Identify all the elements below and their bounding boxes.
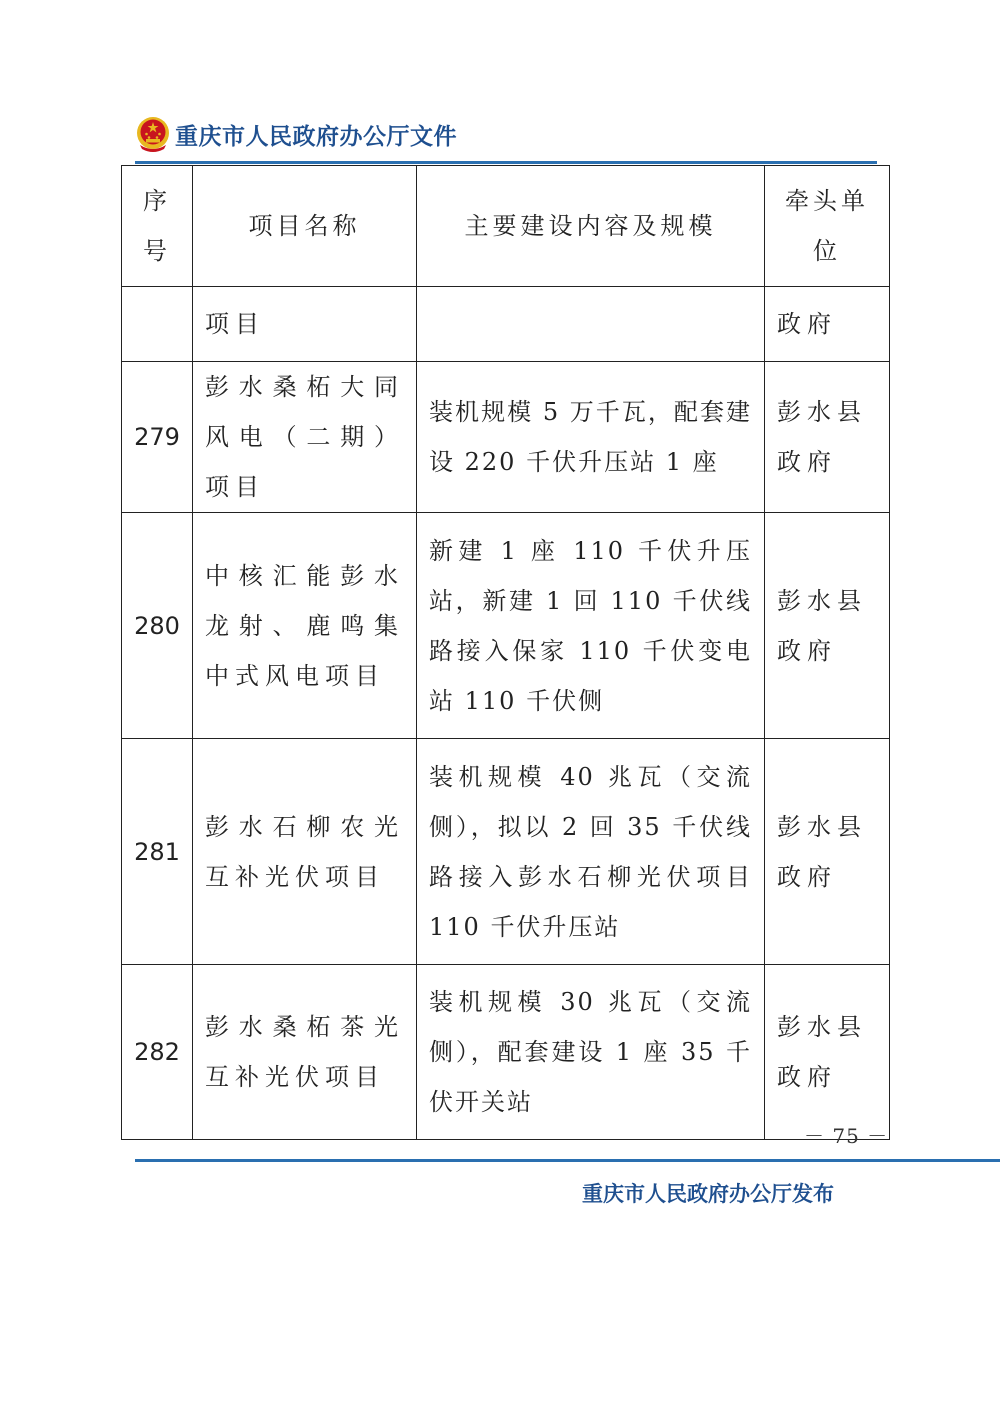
row-name: 项目 (193, 287, 417, 362)
row-name: 中核汇能彭水龙射、鹿鸣集中式风电项目 (193, 513, 417, 739)
table-row (122, 965, 890, 1140)
header-cell-content: 主要建设内容及规模 (417, 166, 765, 287)
header-cell-name: 项目名称 (193, 166, 417, 287)
row-num (122, 287, 193, 362)
row-num: 280 (122, 513, 193, 739)
row-content (417, 287, 765, 362)
header-divider (135, 161, 877, 164)
table-header-row (122, 166, 890, 287)
document-header (135, 112, 457, 156)
row-num: 279 (122, 362, 193, 513)
table-row (122, 287, 890, 362)
row-name: 彭水桑柘茶光互补光伏项目 (193, 965, 417, 1140)
footer-divider (135, 1159, 1000, 1162)
header-cell-unit: 牵头单位 (765, 166, 890, 287)
document-header-title: 重庆市人民政府办公厅文件 (175, 123, 457, 150)
table-row (122, 362, 890, 513)
row-num: 282 (122, 965, 193, 1140)
row-content: 装机规模 40 兆瓦（交流侧），拟以 2 回 35 千伏线路接入彭水石柳光伏项目 110 千伏升压站 (417, 739, 765, 965)
row-num: 281 (122, 739, 193, 965)
row-content: 新建 1 座 110 千伏升压站，新建 1 回 110 千伏线路接入保家 110 千伏变电站 110 千伏侧 (417, 513, 765, 739)
row-unit: 彭水县政府 (765, 965, 890, 1140)
row-name: 彭水石柳农光互补光伏项目 (193, 739, 417, 965)
row-unit: 彭水县政府 (765, 513, 890, 739)
national-emblem-icon (135, 115, 171, 153)
row-unit: 政府 (765, 287, 890, 362)
page-number: － 75 － (804, 1124, 889, 1148)
row-unit: 彭水县政府 (765, 362, 890, 513)
row-name: 彭水桑柘大同风电（二期）项目 (193, 362, 417, 513)
row-content: 装机规模 30 兆瓦（交流侧），配套建设 1 座 35 千伏开关站 (417, 965, 765, 1140)
row-unit: 彭水县政府 (765, 739, 890, 965)
header-cell-num: 序号 (122, 166, 193, 287)
project-table (121, 165, 890, 1140)
table-row (122, 513, 890, 739)
row-content: 装机规模 5 万千瓦，配套建设 220 千伏升压站 1 座 (417, 362, 765, 513)
table-row (122, 739, 890, 965)
footer-publisher: 重庆市人民政府办公厅发布 (582, 1182, 834, 1206)
